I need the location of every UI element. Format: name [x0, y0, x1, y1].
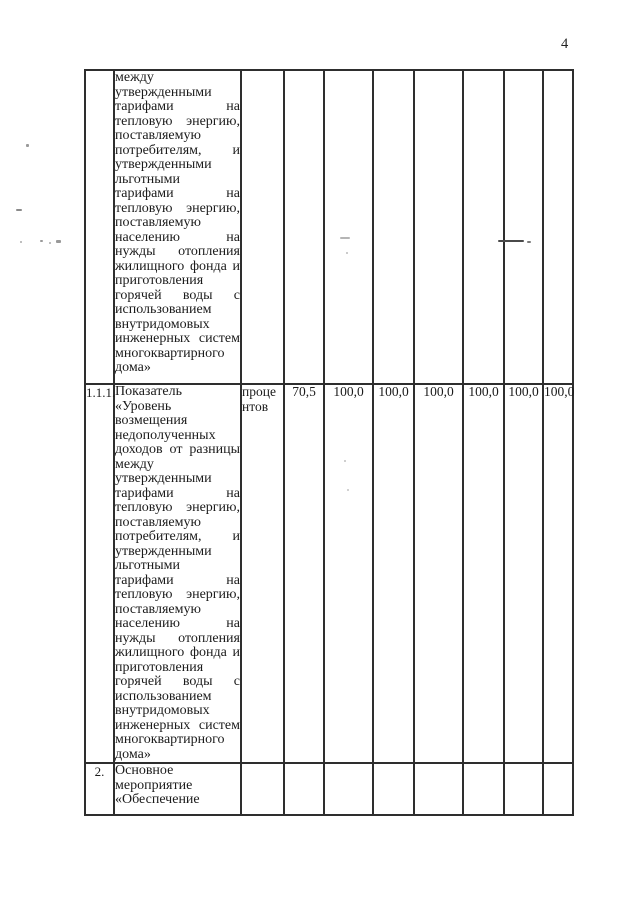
text-line: многоквартирного [115, 345, 225, 361]
text-line: населению на [115, 616, 240, 631]
text-line: недополученных [115, 427, 216, 443]
value-cell [324, 763, 373, 815]
text-line: тарифами на [115, 186, 240, 201]
text-line: тепловую энергию, [115, 587, 240, 602]
text-line: использованием [115, 688, 212, 704]
scan-artifact [527, 241, 531, 243]
text-line: утвержденными [115, 84, 212, 100]
text-line: жилищного фонда и [115, 645, 240, 660]
value-cell [463, 70, 504, 384]
text-line: утвержденными [115, 543, 212, 559]
scan-artifact [56, 240, 61, 243]
text-line: Показатель [115, 384, 182, 399]
text-line: доходов от разницы [115, 442, 240, 457]
table-row [85, 763, 573, 815]
text-line: тепловую энергию, [115, 200, 240, 216]
text-line: проце [242, 384, 276, 399]
text-line: инженерных систем [115, 717, 240, 733]
scan-artifact [20, 241, 22, 243]
table-body [85, 70, 573, 815]
text-line: льготными [115, 171, 180, 187]
text-line: многоквартирного [115, 732, 225, 747]
text-line: мероприятие [115, 777, 193, 793]
value-cell [414, 70, 463, 384]
text-line: горячей воды с [115, 674, 240, 689]
description-cell [114, 384, 241, 763]
text-line: «Уровень [115, 398, 172, 414]
text-line: дома» [115, 360, 151, 375]
scan-artifact [344, 460, 346, 462]
text-line: между [115, 70, 154, 85]
value-cell [284, 763, 324, 815]
text-line: поставляемую [115, 128, 201, 143]
value-cell: 100,0 [414, 384, 463, 763]
value-cell [414, 763, 463, 815]
text-line: поставляемую [115, 215, 201, 230]
unit-cell [241, 763, 284, 815]
indicators-table [84, 69, 574, 816]
text-line: утвержденными [115, 157, 212, 172]
table-row [85, 384, 573, 763]
value-cell: 70,5 [284, 384, 324, 763]
value-cell [504, 763, 543, 815]
scan-artifact [347, 489, 349, 491]
value-cell: 100,0 [373, 384, 414, 763]
text-line: льготными [115, 558, 180, 573]
text-line: использованием [115, 302, 212, 317]
unit-cell [241, 70, 284, 384]
text-line: горячей воды с [115, 287, 240, 303]
scan-artifact [26, 144, 29, 147]
text-line: потребителям, и [115, 142, 240, 158]
text-line: инженерных систем [115, 331, 240, 346]
value-cell [373, 763, 414, 815]
text-line: тарифами на [115, 572, 240, 588]
value-cell [284, 70, 324, 384]
unit-cell [241, 384, 284, 763]
text-line: Основное [115, 763, 174, 778]
scan-artifact [49, 242, 51, 244]
text-line: внутридомовых [115, 703, 210, 718]
text-line: жилищного фонда и [115, 258, 240, 274]
text-line: тепловую энергию, [115, 500, 240, 515]
page-number: 4 [561, 36, 569, 52]
text-line: тарифами на [115, 99, 240, 114]
row-number-cell: 1.1.1. [85, 384, 114, 763]
table-row [85, 70, 573, 384]
value-cell: 100,0 [504, 384, 543, 763]
scan-artifact [498, 240, 524, 242]
value-cell [543, 70, 573, 384]
value-cell [373, 70, 414, 384]
scan-artifact [346, 252, 348, 254]
text-line: нтов [242, 398, 269, 414]
text-line: возмещения [115, 413, 188, 428]
text-line: населению на [115, 229, 240, 245]
text-line: «Обеспечение [115, 792, 200, 807]
row-number-cell [85, 70, 114, 384]
row-number-cell: 2. [85, 763, 114, 815]
value-cell: 100,0 [324, 384, 373, 763]
value-cell: 100,0 [463, 384, 504, 763]
scan-artifact [16, 209, 22, 211]
text-line: приготовления [115, 273, 204, 288]
value-cell [543, 763, 573, 815]
text-line: приготовления [115, 659, 204, 675]
value-cell [324, 70, 373, 384]
text-line: тарифами на [115, 485, 240, 501]
description-cell [114, 70, 241, 384]
text-line: утвержденными [115, 471, 212, 486]
text-line: нужды отопления [115, 244, 240, 259]
description-cell [114, 763, 241, 815]
text-line: тепловую энергию, [115, 113, 240, 129]
text-line: дома» [115, 746, 151, 762]
scan-artifact [340, 237, 350, 239]
scan-artifact [40, 240, 43, 242]
value-cell: 100,0 [543, 384, 573, 763]
text-line: потребителям, и [115, 529, 240, 544]
text-line: поставляемую [115, 601, 201, 617]
text-line: нужды отопления [115, 630, 240, 646]
value-cell [504, 70, 543, 384]
text-line: поставляемую [115, 514, 201, 530]
value-cell [463, 763, 504, 815]
text-line: внутридомовых [115, 316, 210, 332]
text-line: между [115, 456, 154, 472]
